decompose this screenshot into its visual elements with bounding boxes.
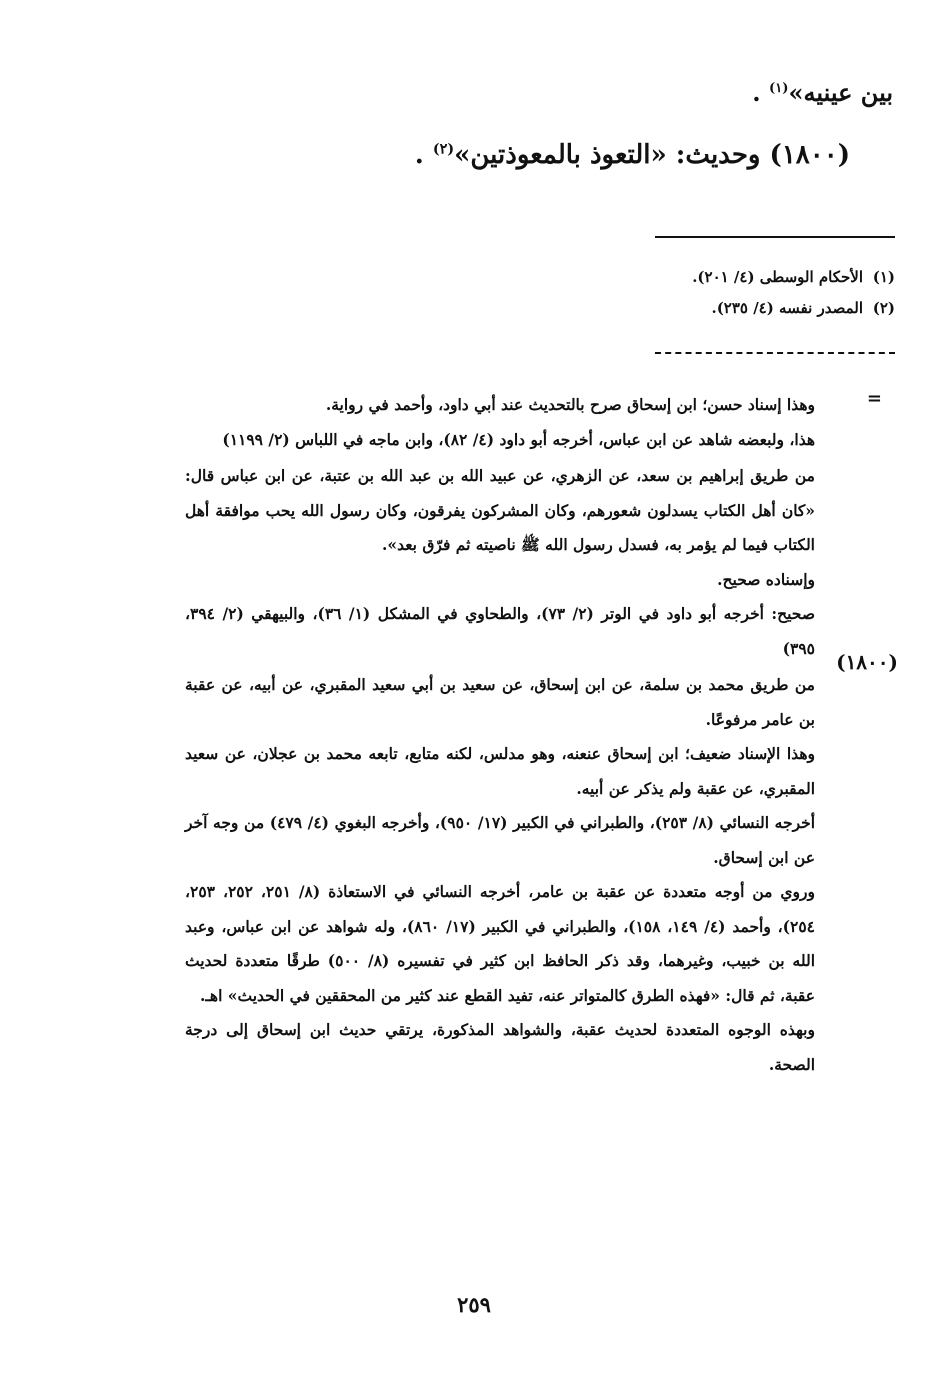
note-paragraph: من طريق محمد بن سلمة، عن ابن إسحاق، عن سعيد بن أبي سعيد المقبري، عن أبيه، عن عقبة بن عامر مرفوعًا. [185, 675, 815, 729]
note-paragraph: وإسناده صحيح. [717, 569, 815, 589]
footnote-text: الأحكام الوسطى (٤/ ٢٠١). [692, 268, 863, 286]
hadith-entry-1800 [415, 140, 850, 170]
footnote-ref: (١) [768, 81, 789, 96]
main-text-fragment: وحديث: «التعوذ بالمعوذتين» [454, 140, 770, 170]
footnote-text: المصدر نفسه (٤/ ٢٣٥). [711, 299, 863, 317]
main-text-fragment: بين عينيه» [788, 78, 893, 107]
note-paragraph: وهذا إسناد حسن؛ ابن إسحاق صرح بالتحديث عند أبي داود، وأحمد في رواية. [325, 395, 815, 414]
punctuation: . [414, 140, 433, 170]
note-paragraph: صحيح: أخرجه أبو داود في الوتر (٢/ ٧٣)، والطحاوي في المشكل (١/ ٣٦)، والبيهقي (٢/ ٣٩٤، ٣٩٥) [185, 604, 815, 658]
footnote-number: (١) [872, 268, 895, 286]
page-number: ٢٥٩ [457, 1292, 491, 1317]
note-paragraph: وبهذه الوجوه المتعددة لحديث عقبة، والشواهد المذكورة، يرتقي حديث ابن إسحاق إلى درجة الصحة. [185, 1020, 815, 1074]
continuation-marker: = [866, 388, 882, 409]
notes-separator [655, 352, 895, 354]
entry-marker: (١٨٠٠) [836, 650, 898, 674]
footnote-separator [655, 236, 895, 238]
note-paragraph: وهذا الإسناد ضعيف؛ ابن إسحاق عنعنه، وهو مدلس، لكنه متابع، تابعه محمد بن عجلان، عن سعيد المقبري، عن عقبة ولم يذكر عن أبيه. [185, 744, 815, 798]
punctuation: . [752, 78, 769, 107]
commentary-notes [185, 388, 815, 1082]
note-paragraph: أخرجه النسائي (٨/ ٢٥٣)، والطبراني في الكبير (١٧/ ٩٥٠)، وأخرجه البغوي (٤/ ٤٧٩) من وجه آخر عن ابن إسحاق. [185, 813, 816, 867]
note-paragraph: هذا، ولبعضه شاهد عن ابن عباس، أخرجه أبو داود (٤/ ٨٢)، وابن ماجه في اللباس (٢/ ١١٩٩) [222, 429, 815, 449]
footnote-2 [711, 299, 895, 317]
footnote-number: (٢) [872, 299, 895, 317]
note-paragraph: وروي من أوجه متعددة عن عقبة بن عامر، أخرجه النسائي في الاستعاذة (٨/ ٢٥١، ٢٥٢، ٢٥٣، ٢٥٤)، وأحمد (٤/ ١٤٩، ١٥٨)، والطبراني في الكبير (١٧/ ٨٦٠)، وله شواهد عن ابن عباس، وعبد الله بن خبيب، وغيرهما، وقد ذكر الحافظ ابن كثير في تفسيره (٨/ ٥٠٠) طرقًا متعددة لحديث عقبة، ثم قال: «فهذه الطرق كالمتواتر عنه، تفيد القطع عند كثير من المحققين في الحديث» اهـ. [185, 882, 816, 1005]
main-text-line-1 [752, 78, 893, 107]
footnote-1 [692, 268, 895, 286]
note-paragraph: من طريق إبراهيم بن سعد، عن الزهري، عن عبيد الله بن عبد الله بن عتبة، عن ابن عباس قال: «كان أهل الكتاب يسدلون شعورهم، وكان المشركون يفرقون، وكان رسول الله يحب موافقة أهل الكتاب فيما لم يؤمر به، فسدل رسول الله ﷺ ناصيته ثم فرّق بعد». [185, 466, 815, 554]
footnote-ref: (٢) [432, 141, 455, 158]
entry-number: (١٨٠٠) [769, 140, 850, 170]
